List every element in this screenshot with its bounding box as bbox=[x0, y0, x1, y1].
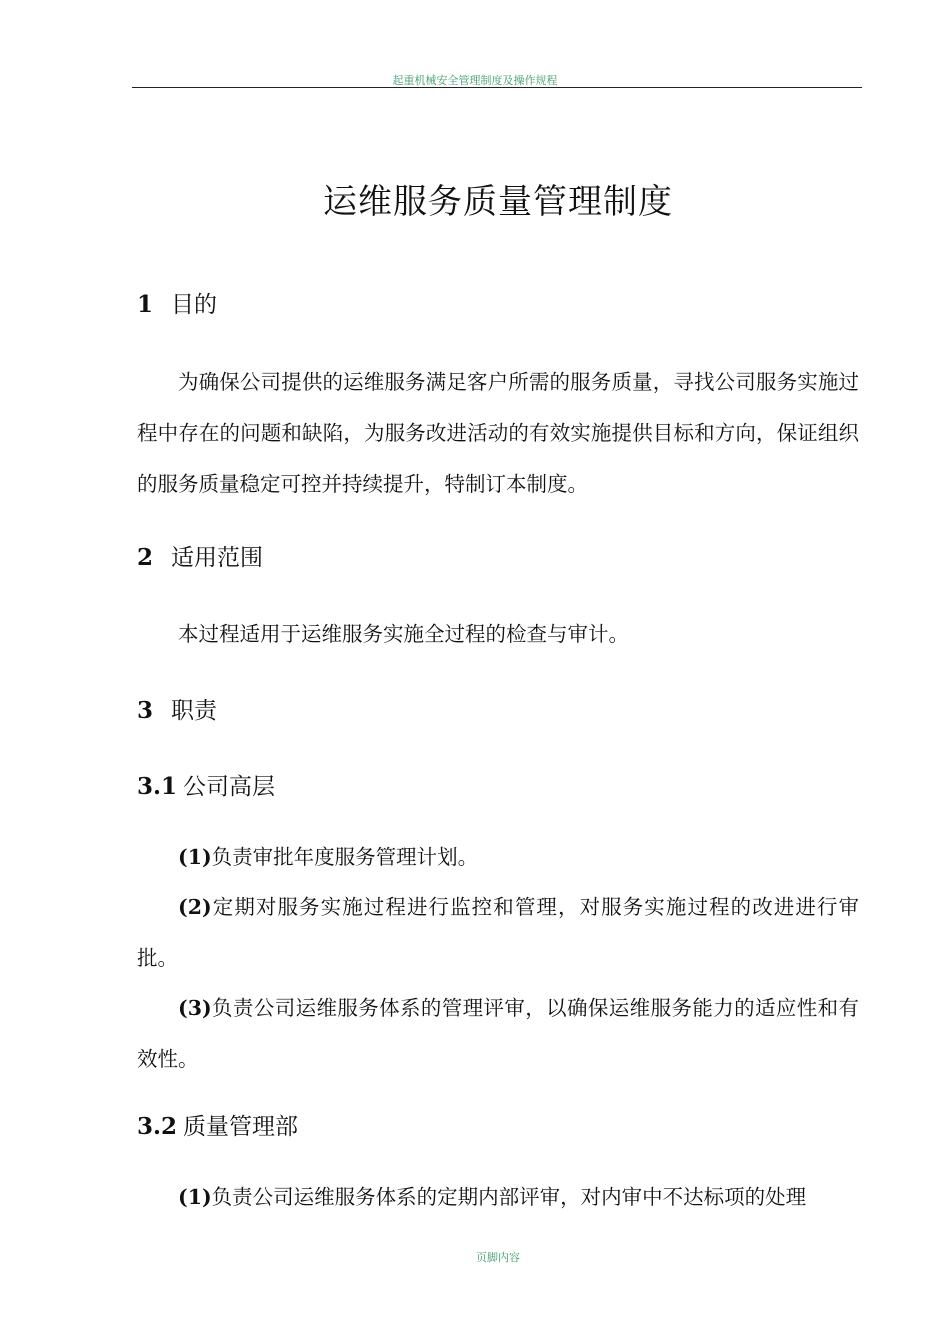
section-title: 公司高层 bbox=[183, 774, 275, 800]
section-1-heading bbox=[137, 286, 217, 319]
section-2-heading bbox=[137, 539, 263, 572]
item-text: 负责公司运维服务体系的管理评审，以确保运维服务能力的适应性和有效性。 bbox=[137, 996, 859, 1071]
section-number: 1 bbox=[137, 291, 154, 318]
section-title: 质量管理部 bbox=[183, 1114, 298, 1140]
list-item bbox=[137, 832, 859, 883]
item-number: (2) bbox=[178, 895, 212, 919]
section-1-paragraph: 为确保公司提供的运维服务满足客户所需的服务质量，寻找公司服务实施过程中存在的问题和缺陷，为服务改进活动的有效实施提供目标和方向，保证组织的服务质量稳定可控并持续提升，特制订本制度。 bbox=[137, 370, 859, 496]
item-text: 负责审批年度服务管理计划。 bbox=[211, 845, 479, 869]
item-number: (3) bbox=[178, 996, 212, 1020]
section-title: 适用范围 bbox=[171, 545, 263, 571]
item-number: (1) bbox=[178, 1185, 212, 1209]
item-number: (1) bbox=[178, 845, 212, 869]
section-title: 目的 bbox=[171, 292, 217, 318]
section-3-1-heading bbox=[137, 768, 275, 801]
page-header-text: 起重机械安全管理制度及操作规程 bbox=[392, 74, 558, 87]
list-item bbox=[137, 983, 859, 1085]
header-divider bbox=[132, 87, 862, 88]
page-footer-text: 页脚内容 bbox=[476, 1251, 520, 1264]
section-number: 3.2 bbox=[137, 1113, 178, 1140]
list-item bbox=[137, 1172, 859, 1223]
section-number: 3 bbox=[137, 697, 154, 724]
section-number: 3.1 bbox=[137, 773, 178, 800]
section-title: 职责 bbox=[171, 698, 217, 724]
document-title: 运维服务质量管理制度 bbox=[323, 182, 673, 222]
section-number: 2 bbox=[137, 544, 154, 571]
section-3-heading bbox=[137, 692, 217, 725]
section-2-paragraph: 本过程适用于运维服务实施全过程的检查与审计。 bbox=[178, 622, 629, 646]
item-text: 负责公司运维服务体系的定期内部评审，对内审中不达标项的处理 bbox=[211, 1185, 807, 1209]
section-3-2-heading bbox=[137, 1108, 298, 1141]
list-item bbox=[137, 882, 859, 984]
item-text: 定期对服务实施过程进行监控和管理，对服务实施过程的改进进行审批。 bbox=[137, 895, 859, 970]
